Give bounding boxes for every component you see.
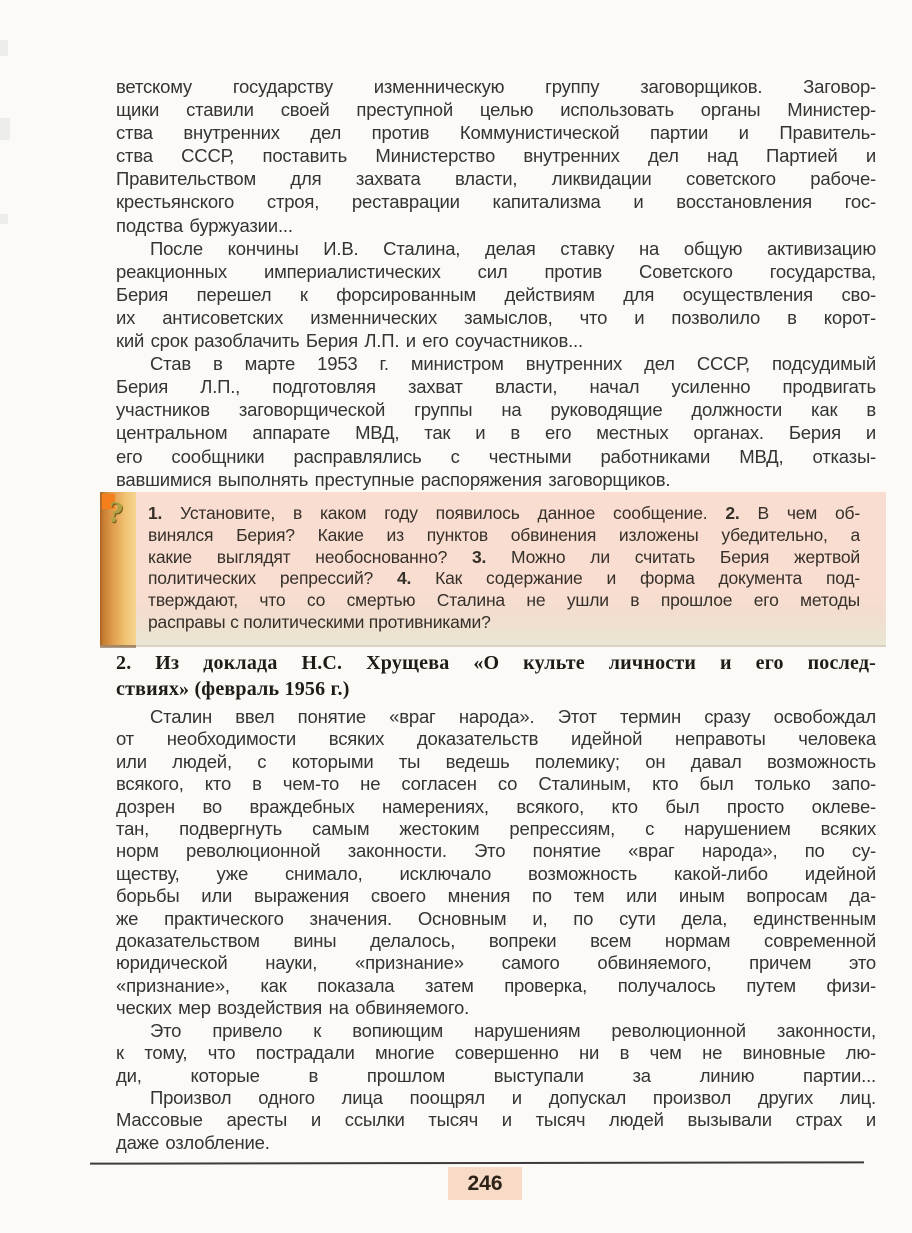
paragraph — [116, 1020, 876, 1087]
paragraph — [116, 237, 876, 352]
text-line: После кончины И.В. Сталина, делая ставку на общую активизацию — [150, 237, 876, 259]
text-line: всякого, кто в чем-то не согласен со Сталиным, кто был только запо- — [116, 773, 876, 795]
body-text-bottom — [116, 706, 876, 1154]
text-line: юридической науки, «признание» самого обвиняемого, причем это — [116, 952, 876, 974]
text-line: вавшимися выполнять преступные распоряжения заговорщиков. — [116, 468, 671, 490]
page-number-badge — [448, 1167, 522, 1200]
text-line: к тому, что пострадали многие совершенно ни в чем не виновные лю- — [116, 1042, 876, 1064]
text-line: подства буржуазии... — [116, 214, 293, 236]
text-line: его сообщники расправлялись с честными работниками МВД, отказы- — [116, 445, 876, 467]
text-line: ди, которые в прошлом выступали за линию партии... — [116, 1064, 876, 1086]
paragraph — [116, 706, 876, 1020]
text-line: от необходимости всяких доказательств идейной неправоты человека — [116, 728, 876, 750]
paragraph — [116, 1087, 876, 1154]
text-line: кий срок разоблачить Берия Л.П. и его соучастников... — [116, 330, 583, 352]
text-line: расправы с политическими противниками? — [148, 611, 491, 632]
text-line: же практического значения. Основным и, по сути дела, единственным — [116, 907, 876, 929]
text-line: политических репрессий? 4. Как содержание и форма документа под- — [148, 568, 861, 589]
text-line: 1. Установите, в каком году появилось данное сообщение. 2. В чем об- — [148, 503, 860, 523]
text-line: тан, подвергнуть самым жестоким репрессиям, с нарушением всяких — [116, 818, 876, 840]
footer-rule — [90, 1161, 864, 1164]
paragraph — [116, 75, 876, 237]
body-text-top — [116, 75, 876, 491]
text-line: норм революционной законности. Это понятие «враг народа», по су- — [116, 840, 876, 862]
text-line: какие выглядят необоснованно? 3. Можно ли считать Берия жертвой — [148, 546, 860, 567]
text-line: или людей, с которыми ты ведешь полемику; он давал возможность — [116, 750, 876, 772]
question-mark-icon: ? — [105, 495, 126, 530]
text-line: 2. Из доклада Н.С. Хрущева «О культе личности и его послед- — [116, 652, 876, 674]
questions-text — [136, 492, 886, 645]
text-line: крестьянского строя, реставрации капитализма и восстановления гос- — [116, 191, 876, 213]
text-line: Берия Л.П., подготовляя захват власти, начал усиленно продвигать — [116, 376, 876, 398]
text-line: дозрен во враждебных намерениях, всякого, кто был просто оклеве- — [116, 795, 876, 817]
page-number: 246 — [467, 1171, 503, 1195]
questions-box — [100, 492, 886, 645]
text-line: их антисоветских изменнических замыслов, что и позволило в корот- — [116, 306, 876, 328]
text-line: Произвол одного лица поощрял и допускал произвол других лиц. — [150, 1086, 876, 1108]
text-line: ческих мер воздействия на обвиняемого. — [116, 997, 470, 1019]
scan-artifact — [0, 214, 8, 224]
text-line: центральном аппарате МВД, так и в его местных органах. Берия и — [116, 422, 876, 444]
text-line: винялся Берия? Какие из пунктов обвинения изложены убедительно, а — [148, 524, 860, 545]
text-line: реакционных империалистических сил против Советского государства, — [116, 260, 876, 282]
paragraph — [116, 352, 876, 491]
scan-artifact — [0, 40, 8, 56]
scan-artifact — [0, 118, 10, 140]
text-line: тверждают, что со смертью Сталина не ушли в прошлое его методы — [148, 590, 860, 611]
text-line: ства внутренних дел против Коммунистической партии и Правитель- — [116, 122, 876, 144]
questions-box-bar — [100, 492, 136, 645]
text-line: Сталин ввел понятие «враг народа». Этот термин сразу освобождал — [150, 706, 876, 727]
text-line: участников заговорщической группы на руководящие должности как в — [116, 399, 876, 421]
text-line: «признание», как показала затем проверка, получалось путем физи- — [116, 974, 876, 996]
text-line: ствиях» (февраль 1956 г.) — [116, 678, 350, 700]
text-line: ства СССР, поставить Министерство внутренних дел над Партией и — [116, 145, 876, 167]
text-line: доказательством вины делалось, вопреки всем нормам современной — [116, 930, 876, 952]
text-line: Это привело к вопиющим нарушениям революционной законности, — [150, 1019, 876, 1041]
text-line: даже озлобление. — [116, 1131, 270, 1153]
text-line: Массовые аресты и ссылки тысяч и тысяч людей вызывали страх и — [116, 1109, 876, 1131]
text-line: Правительством для захвата власти, ликвидации советского рабоче- — [116, 168, 876, 190]
text-line: Берия перешел к форсированным действиям для осуществления сво- — [116, 283, 876, 305]
text-line: борьбы или выражения своего мнения по тем или иным вопросам да- — [116, 885, 876, 907]
text-line: Став в марте 1953 г. министром внутренних дел СССР, подсудимый — [150, 353, 876, 375]
section-heading — [116, 650, 876, 702]
text-line: ществу, уже снимало, исключало возможность какой-либо идейной — [116, 862, 876, 884]
text-line: ветскому государству изменническую группу заговорщиков. Заговор- — [116, 76, 876, 97]
text-line: щики ставили своей преступной целью использовать органы Министер- — [116, 99, 876, 121]
